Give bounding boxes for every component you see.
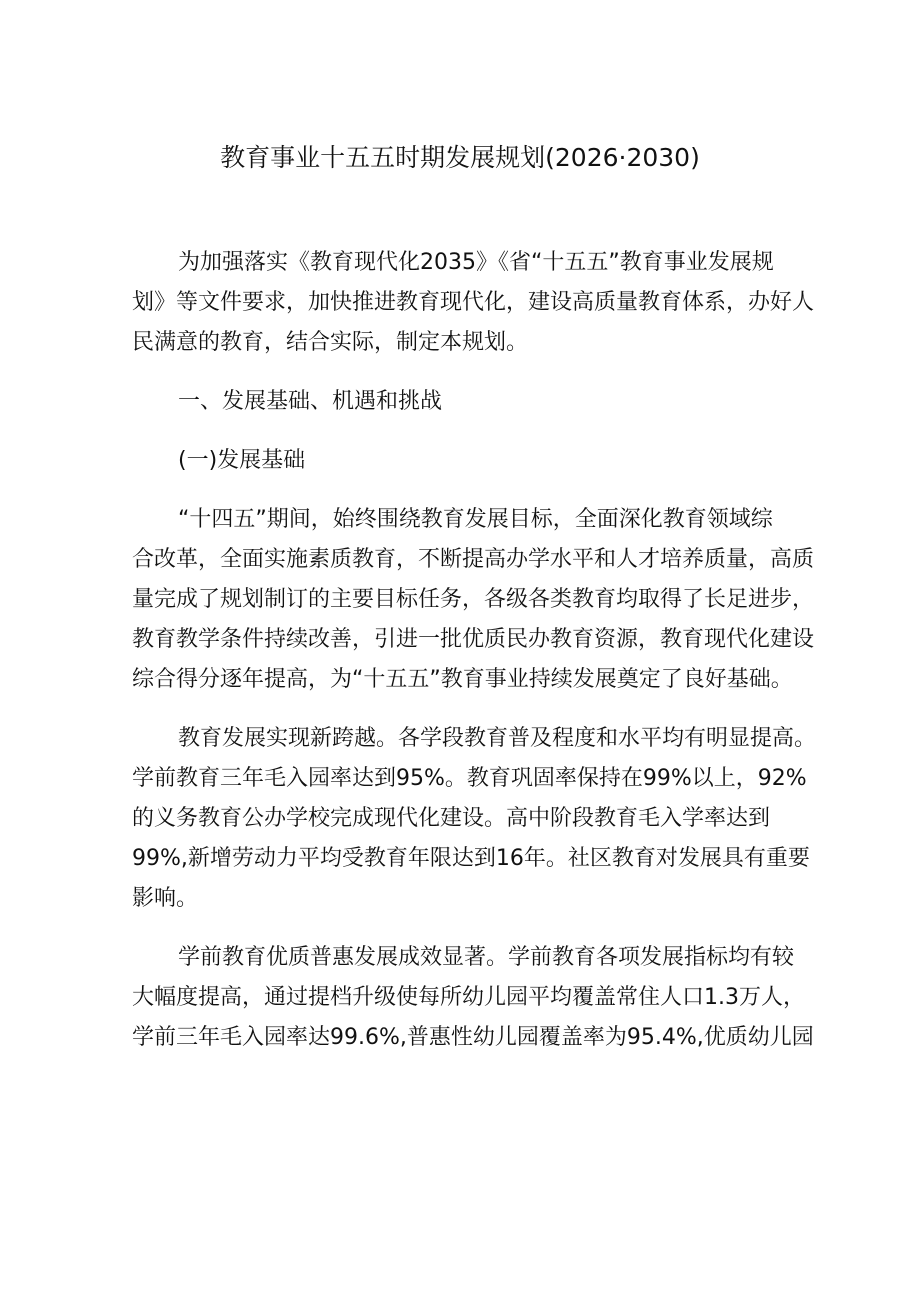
document-body bbox=[132, 243, 817, 1058]
para2-line-2: 学前教育三年毛入园率达到95%。教育巩固率保持在99%以上，92% bbox=[132, 766, 807, 791]
intro-paragraph bbox=[132, 243, 815, 363]
para2-line-1: 教育发展实现新跨越。各学段教育普及程度和水平均有明显提高。 bbox=[178, 726, 817, 751]
paragraph-new-leap bbox=[132, 719, 817, 919]
intro-line-3: 民满意的教育，结合实际，制定本规划。 bbox=[132, 330, 529, 355]
section-heading: 一、发展基础、机遇和挑战 bbox=[178, 389, 443, 414]
para2-line-3: 的义务教育公办学校完成现代化建设。高中阶段教育毛入学率达到 bbox=[132, 806, 771, 831]
intro-line-2: 划》等文件要求，加快推进教育现代化，建设高质量教育体系，办好人 bbox=[132, 290, 815, 315]
para1-line-4: 教育教学条件持续改善，引进一批优质民办教育资源，教育现代化建设 bbox=[132, 627, 815, 652]
intro-line-1: 为加强落实《教育现代化2035》《省“十五五”教育事业发展规 bbox=[178, 250, 774, 275]
paragraph-development-basis bbox=[132, 500, 815, 700]
paragraph-preschool bbox=[132, 938, 814, 1058]
para2-line-4: 99%,新增劳动力平均受教育年限达到16年。社区教育对发展具有重要 bbox=[132, 846, 810, 871]
para1-line-3: 量完成了规划制订的主要目标任务，各级各类教育均取得了长足进步， bbox=[132, 587, 815, 612]
subsection-heading: (一)发展基础 bbox=[178, 448, 306, 473]
para1-line-5: 综合得分逐年提高，为“十五五”教育事业持续发展奠定了良好基础。 bbox=[132, 667, 793, 692]
para3-line-2: 大幅度提高，通过提档升级使每所幼儿园平均覆盖常住人口1.3万人， bbox=[132, 985, 805, 1010]
para3-line-1: 学前教育优质普惠发展成效显著。学前教育各项发展指标均有较 bbox=[178, 945, 795, 970]
document-title: 教育事业十五五时期发展规划(2026·2030) bbox=[220, 143, 700, 172]
para2-line-5: 影响。 bbox=[132, 886, 199, 911]
para3-line-3: 学前三年毛入园率达99.6%,普惠性幼儿园覆盖率为95.4%,优质幼儿园 bbox=[132, 1025, 814, 1050]
para1-line-2: 合改革，全面实施素质教育，不断提高办学水平和人才培养质量，高质 bbox=[132, 547, 815, 572]
para1-line-1: “十四五”期间，始终围绕教育发展目标，全面深化教育领域综 bbox=[178, 507, 773, 532]
